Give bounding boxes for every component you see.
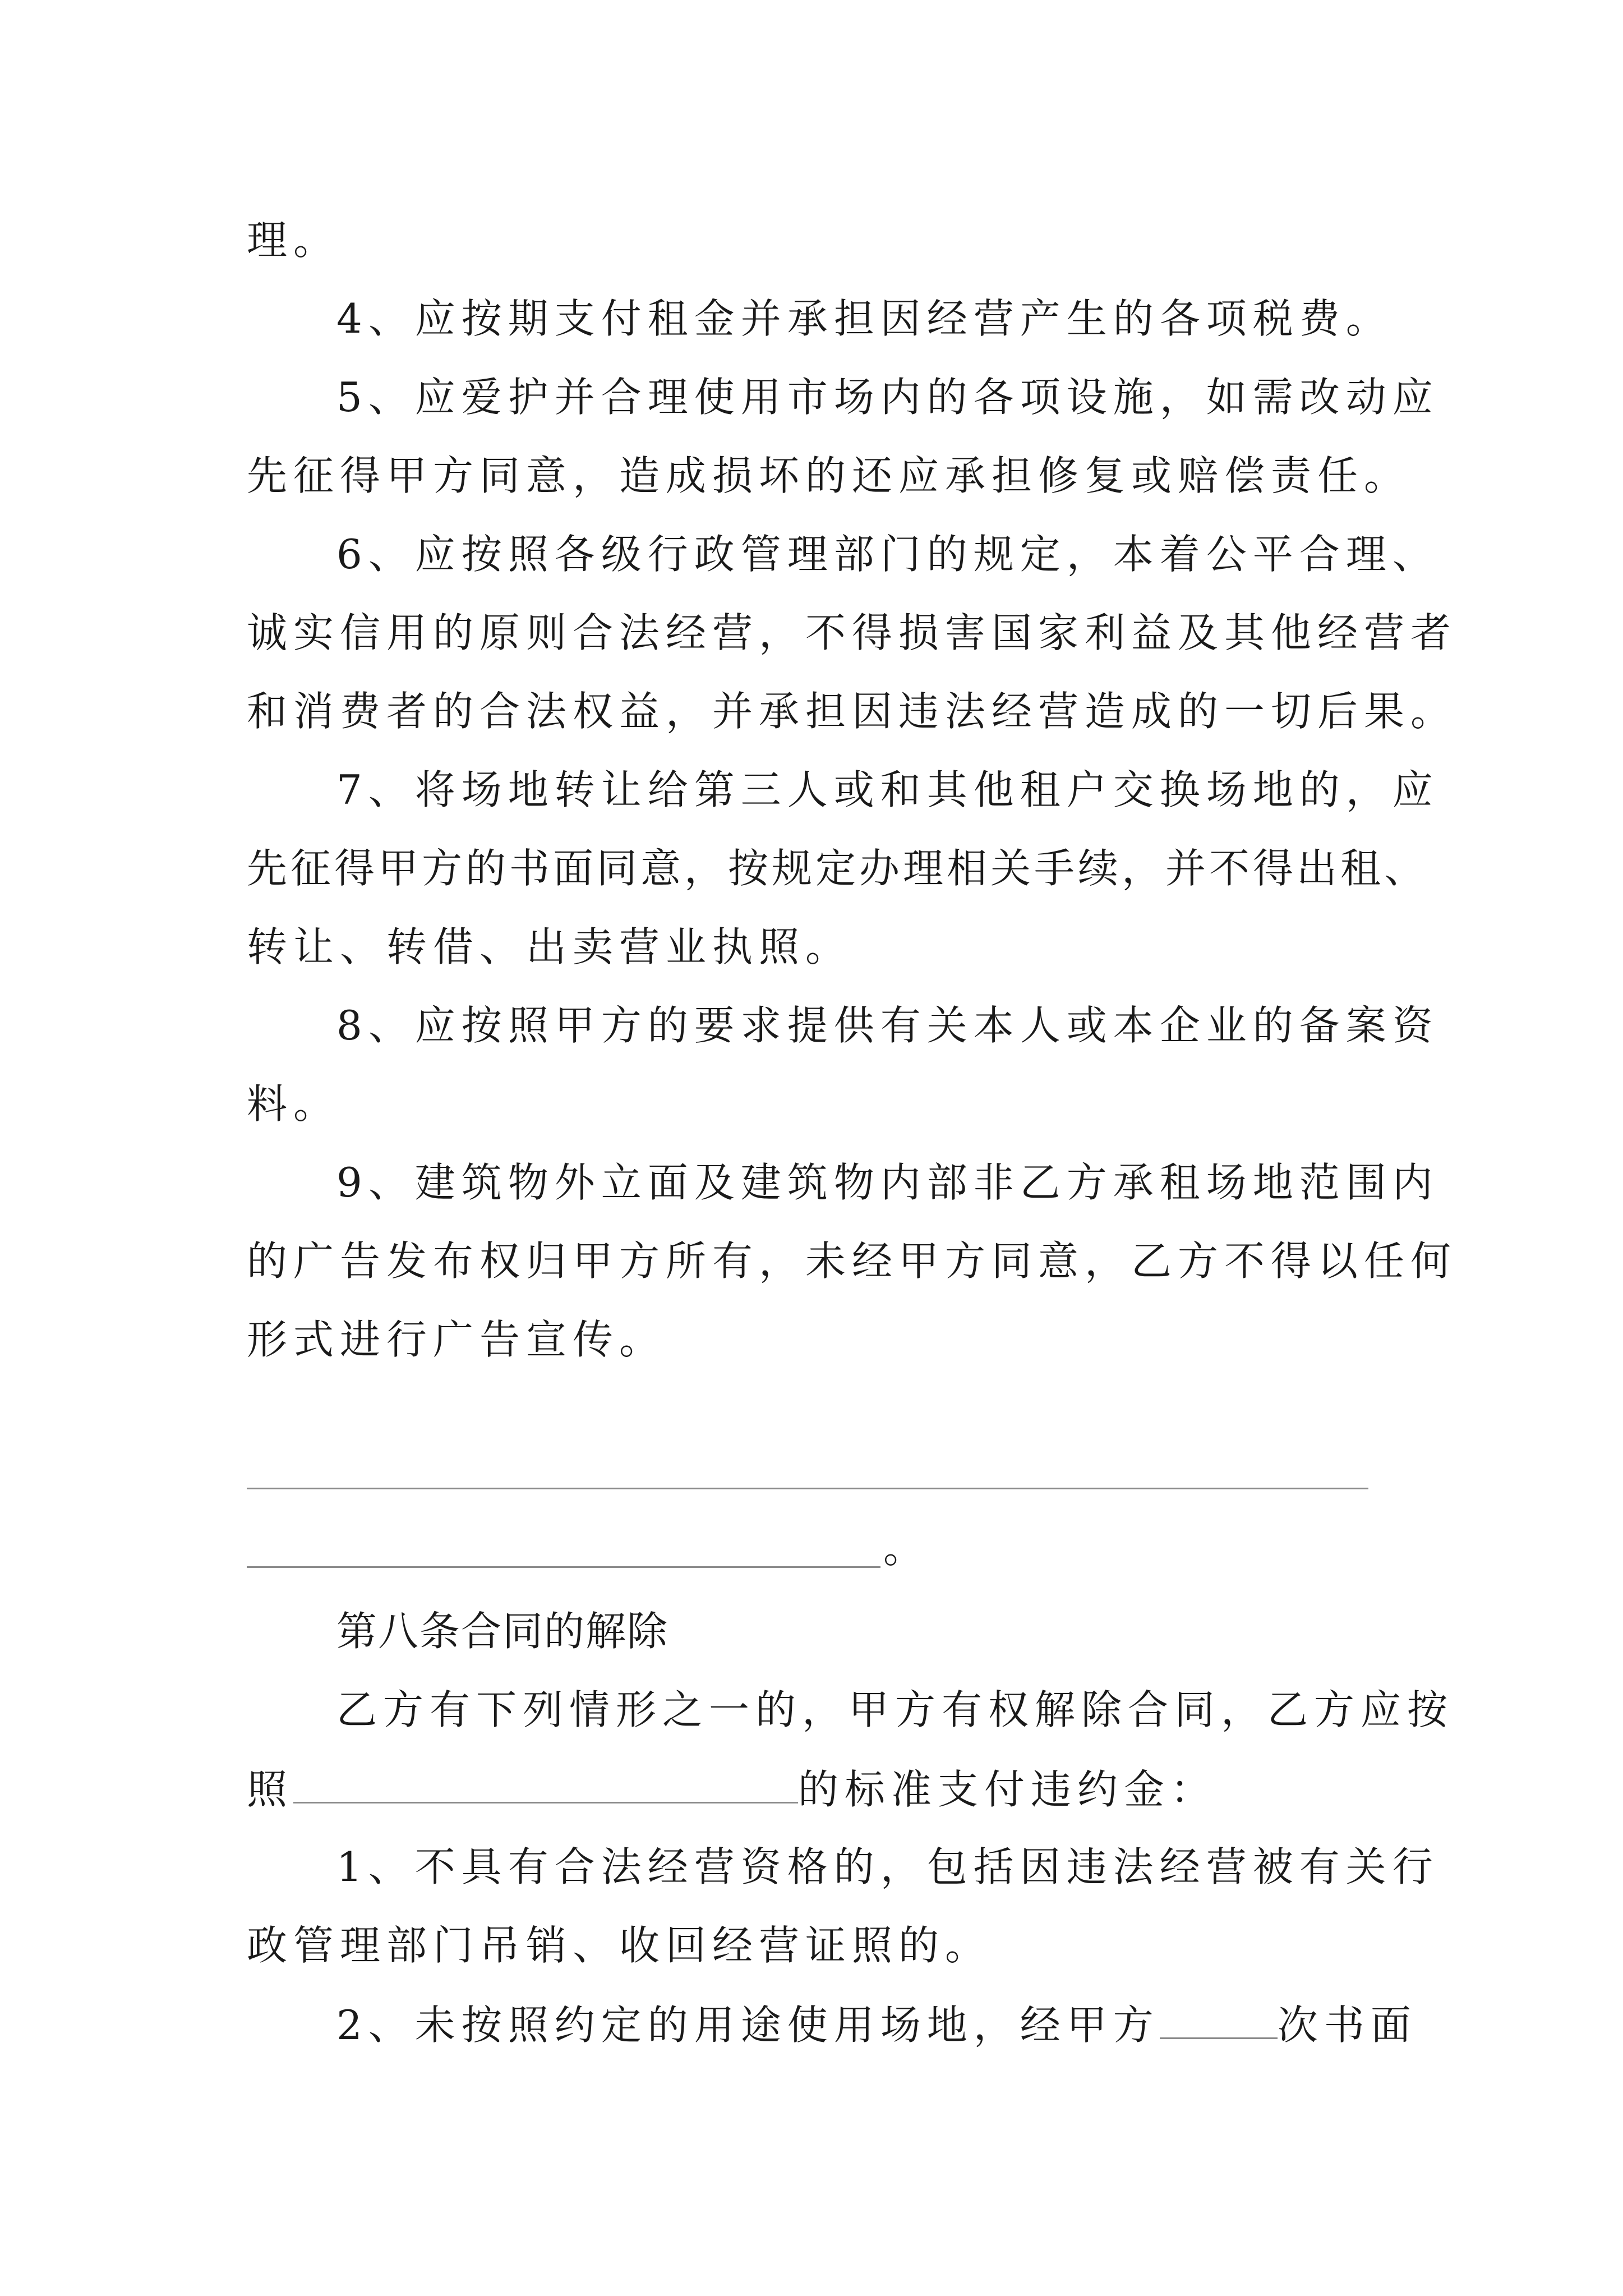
article-8-item-1-line-2: 政管理部门吊销、收回经营证照的。: [247, 1922, 992, 1969]
intro-line-2-suffix: 的标准支付违约金：: [798, 1766, 1218, 1813]
article-8-intro-line-1: 乙方有下列情形之一的，甲方有权解除合同，乙方应按: [336, 1686, 1454, 1733]
paragraph-9-line-1: 9、建筑物外立面及建筑物内部非乙方承租场地范围内: [336, 1159, 1439, 1206]
paragraph-5-line-2: 先征得甲方同意，造成损坏的还应承担修复或赔偿责任。: [247, 452, 1411, 499]
blank-fill-line-2: [247, 1566, 880, 1568]
blank-end-period: 。: [883, 1525, 924, 1572]
article-8-title: 第八条合同的解除: [336, 1608, 669, 1655]
paragraph-8-line-1: 8、应按照甲方的要求提供有关本人或本企业的备案资: [336, 1002, 1439, 1049]
article-8-item-2-line-1: [336, 1997, 1417, 2052]
paragraph-7-line-2: 先征得甲方的书面同意，按规定办理相关手续，并不得出租、: [247, 845, 1428, 892]
article-8-item-1-line-1: 1、不具有合法经营资格的，包括因违法经营被有关行: [336, 1843, 1439, 1890]
paragraph-4: 4、应按期支付租金并承担因经营产生的各项税费。: [336, 295, 1393, 342]
article-8-intro-line-2: [247, 1761, 1217, 1816]
paragraph-7-line-1: 7、将场地转让给第三人或和其他租户交换场地的，应: [336, 766, 1439, 813]
paragraph-7-line-3: 转让、转借、出卖营业执照。: [247, 923, 852, 970]
paragraph-6-line-1: 6、应按照各级行政管理部门的规定，本着公平合理、: [336, 531, 1439, 578]
intro-line-2-prefix: 照: [247, 1766, 294, 1813]
paragraph-3-tail: 理。: [247, 217, 340, 264]
paragraph-9-line-2: 的广告发布权归甲方所有，未经甲方同意，乙方不得以任何: [247, 1237, 1458, 1285]
notice-count-blank[interactable]: [1160, 1997, 1278, 2039]
paragraph-6-line-3: 和消费者的合法权益，并承担因违法经营造成的一切后果。: [247, 688, 1458, 735]
penalty-standard-blank[interactable]: [293, 1761, 798, 1803]
blank-fill-line-1: [247, 1488, 1368, 1489]
paragraph-6-line-2: 诚实信用的原则合法经营，不得损害国家利益及其他经营者: [247, 609, 1458, 656]
paragraph-5-line-1: 5、应爱护并合理使用市场内的各项设施，如需改动应: [336, 374, 1439, 421]
paragraph-9-line-3: 形式进行广告宣传。: [247, 1316, 666, 1363]
item-2-prefix: 2、未按照约定的用途使用场地，经甲方: [336, 2001, 1160, 2049]
paragraph-8-line-2: 料。: [247, 1080, 340, 1128]
item-2-suffix: 次书面: [1277, 2001, 1417, 2049]
